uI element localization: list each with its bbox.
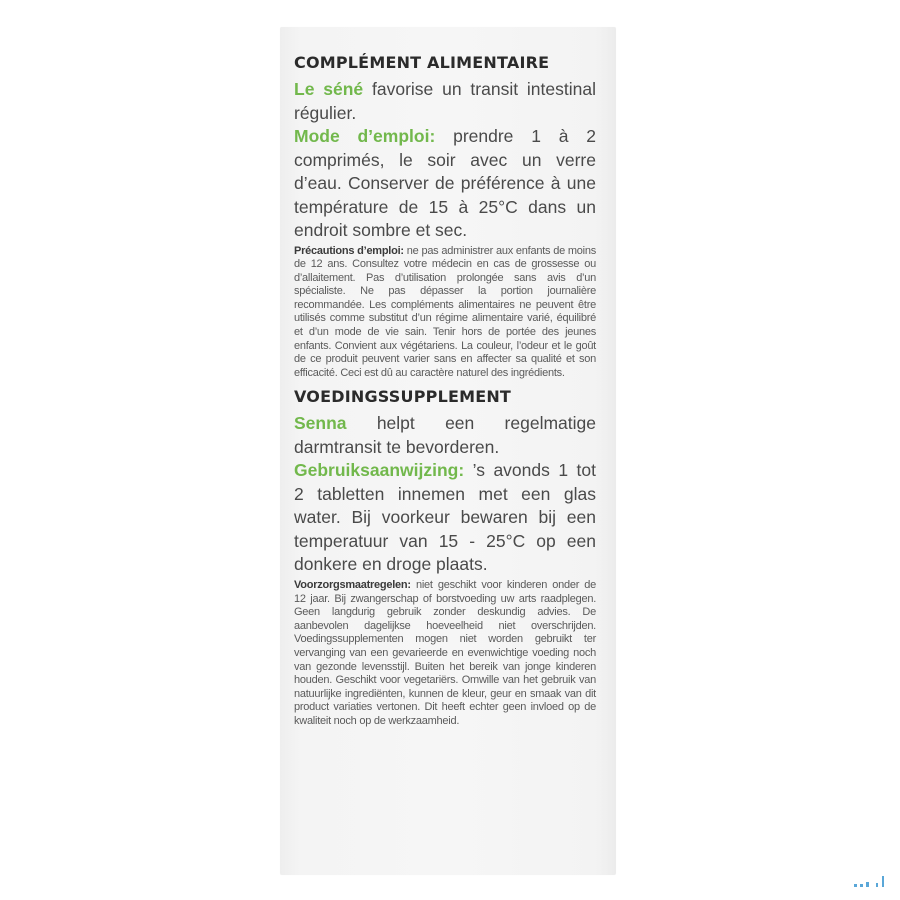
precautions-nl: [294, 579, 596, 729]
precautions-fr: [294, 245, 596, 381]
usage-text-nl: ’s avonds 1 tot 2 tabletten innemen met een glas water. Bij voorkeur bewaren bij een temperatuur van 15 - 25°C op een donkere en droge plaats.: [294, 460, 596, 575]
claim-text-nl: helpt een regelmatige darmtransit te bevorderen.: [294, 413, 596, 457]
usage-lead-nl: Gebruiksaanwijzing:: [294, 460, 465, 481]
claim-lead-nl: Senna: [294, 413, 347, 434]
usage-text-fr: prendre 1 à 2 comprimés, le soir avec un verre d’eau. Conserver de préférence à une température de 15 à 25°C dans un endroit sombre et sec.: [294, 126, 597, 240]
claim-lead-fr: Le séné: [294, 79, 364, 99]
label-text-block: [294, 52, 596, 734]
heading-nl: VOEDINGSSUPPLEMENT: [294, 387, 512, 407]
claim-fr: [294, 78, 596, 125]
claim-text-fr: favorise un transit intestinal régulier.: [294, 79, 596, 123]
usage-fr: [294, 125, 596, 243]
brand-logo-icon: [852, 872, 888, 890]
heading-fr: COMPLÉMENT ALIMENTAIRE: [294, 53, 550, 72]
precautions-lead-nl: Voorzorgsmaatregelen:: [294, 578, 411, 591]
usage-lead-fr: Mode d’emploi:: [294, 126, 436, 146]
usage-nl: [294, 459, 596, 577]
precautions-text-fr: ne pas administrer aux enfants de moins de 12 ans. Consultez votre médecin en cas de grossesse ou d’allaitement. Pas d’utilisation prolongée sans avis d’un spécialiste. Ne pas dépasser la portion journalière recommandée. Les compléments alimentaires ne peuvent être utilisés comme substitut d’un régime alimentaire varié, équilibré et d’un mode de vie sain. Tenir hors de portée des jeunes enfants. Convient aux végétariens. La couleur, l’odeur et le goût de ce produit peuvent varier sans en affecter sa qualité et son efficacité. Ceci est dû au caractère naturel des ingrédients.: [294, 244, 596, 379]
claim-nl: [294, 412, 596, 459]
precautions-lead-fr: Précautions d’emploi:: [294, 244, 404, 257]
precautions-text-nl: niet geschikt voor kinderen onder de 12 jaar. Bij zwangerschap of borstvoeding uw arts raadplegen. Geen langdurig gebruik zonder deskundig advies. De aanbevolen dagelijkse hoeveelheid niet overschrijden. Voedingssupplementen mogen niet worden gebruikt ter vervanging van een gevarieerde en evenwichtige voeding noch van gezonde levensstijl. Buiten het bereik van jonge kinderen houden. Geschikt voor vegetariërs. Omwille van het gebruik van natuurlijke ingrediënten, kunnen de kleur, geur en smaak van dit product variaties vertonen. Dit heeft echter geen invloed op de kwaliteit noch op de werkzaamheid.: [294, 578, 596, 727]
